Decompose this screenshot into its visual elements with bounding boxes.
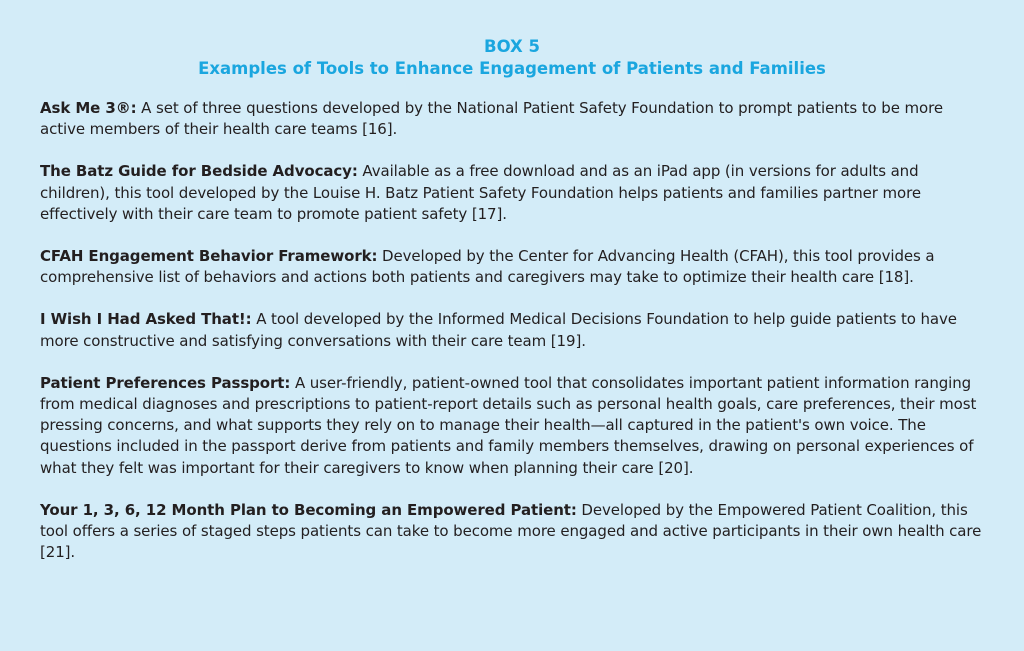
tool-description: A set of three questions developed by the National Patient Safety Foundation to prompt patients to be more active members of their health care teams [16]. [40, 99, 943, 139]
tool-entry-batz-guide [40, 161, 984, 225]
tool-description: Available as a free download and as an iPad app (in versions for adults and children), this tool developed by the Louise H. Batz Patient Safety Foundation helps patients and families partner more effectively with their care team to promote patient safety [17]. [40, 162, 921, 223]
tool-title: Your 1, 3, 6, 12 Month Plan to Becoming an Empowered Patient: [40, 500, 577, 519]
tool-entry-ask-me-3 [40, 98, 984, 140]
tool-list [40, 98, 984, 563]
tool-title: I Wish I Had Asked That!: [40, 310, 252, 329]
tool-description: A user-friendly, patient-owned tool that consolidates important patient information ranging from medical diagnoses and prescriptions to patient-report details such as personal health goals, care preferences, their most pressing concerns, and what supports they rely on to manage their health—all captured in the patient's own voice. The questions included in the passport derive from patients and family members themselves, drawing on personal experiences of what they felt was important for their caregivers to know when planning their care [20]. [40, 373, 977, 477]
tool-description: Developed by the Center for Advancing Health (CFAH), this tool provides a comprehensive list of behaviors and actions both patients and caregivers may take to optimize their health care [18]. [40, 247, 935, 287]
tool-entry-empowered-patient-plan [40, 500, 984, 564]
tool-title: The Batz Guide for Bedside Advocacy: [40, 162, 358, 181]
tool-description: Developed by the Empowered Patient Coalition, this tool offers a series of staged steps patients can take to become more engaged and active participants in their own health care [21]. [40, 500, 982, 562]
box-title: Examples of Tools to Enhance Engagement of Patients and Families [198, 59, 826, 78]
box-label: BOX 5 [484, 37, 540, 56]
tool-title: Ask Me 3®: [40, 99, 137, 117]
tool-description: A tool developed by the Informed Medical Decisions Foundation to help guide patients to have more constructive and satisfying conversations with their care team [19]. [40, 310, 957, 350]
tool-entry-i-wish-i-had-asked [40, 309, 984, 351]
tool-entry-preferences-passport [40, 373, 984, 479]
tool-title: CFAH Engagement Behavior Framework: [40, 247, 378, 266]
tool-title: Patient Preferences Passport: [40, 373, 291, 392]
tool-entry-cfah-framework [40, 246, 984, 288]
